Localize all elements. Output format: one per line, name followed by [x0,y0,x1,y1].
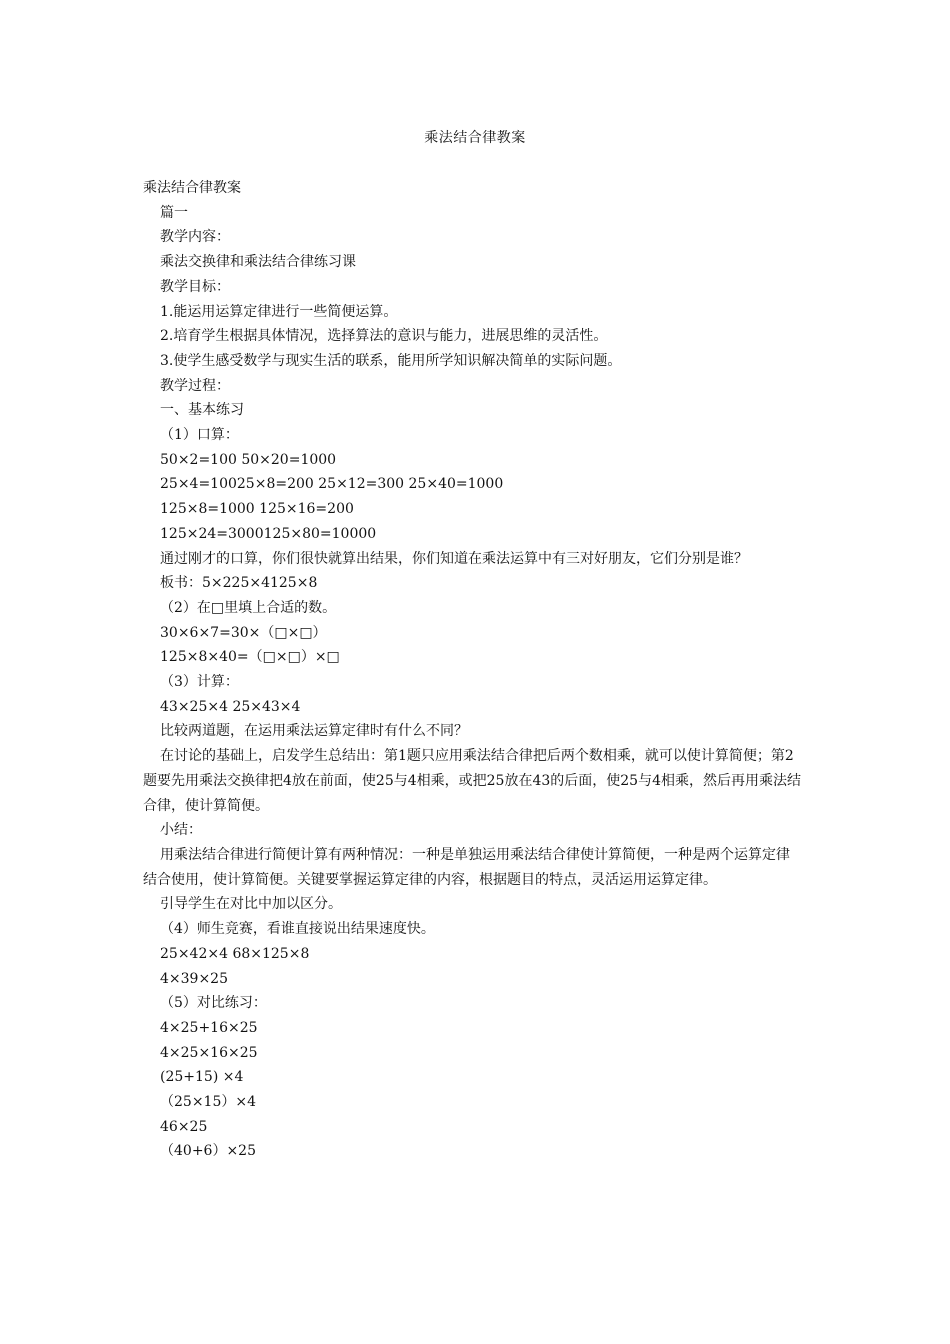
paragraph: 教学目标： [160,278,230,295]
paragraph: 用乘法结合律进行简便计算有两种情况：一种是单独运用乘法结合律使计算简便，一种是两个运算定律结合使用，使计算简便。关键要掌握运算定律的内容，根据题目的特点，灵活运用运算定律。 [143,846,790,888]
paragraph: （40+6）×25 [160,1143,256,1160]
paragraph: 比较两道题，在运用乘法运算定律时有什么不同？ [160,723,468,740]
paragraph: 教学内容： [160,229,230,246]
paragraph: 1.能运用运算定律进行一些简便运算。 [160,303,398,320]
paragraph: 30×6×7=30×（□×□） [160,624,327,641]
paragraph: 125×24=3000125×80=10000 [160,525,377,542]
paragraph: 引导学生在对比中加以区分。 [160,896,342,913]
paragraph: 板书：5×225×4125×8 [160,575,318,592]
paragraph: 4×39×25 [160,970,228,987]
section-heading: 乘法结合律教案 [143,180,241,196]
paragraph: 46×25 [160,1118,208,1135]
paragraph: （1）口算： [160,427,239,444]
paragraph: 125×8=1000 125×16=200 [160,501,354,518]
paragraph: 小结： [160,822,202,839]
paragraph: 在讨论的基础上，启发学生总结出：第1题只应用乘法结合律把后两个数相乘，就可以使计算简便；第2题要先用乘法交换律把4放在前面，使25与4相乘，或把25放在43的后面，使25与4相乘，然后再用乘法结合律，使计算简便。 [143,748,801,814]
paragraph: 25×42×4 68×125×8 [160,945,310,962]
paragraph: 3.使学生感受数学与现实生活的联系，能用所学知识解决简单的实际问题。 [160,352,622,369]
paragraph: （5）对比练习： [160,995,267,1012]
paragraph: 通过刚才的口算，你们很快就算出结果，你们知道在乘法运算中有三对好朋友，它们分别是谁？ [160,550,748,567]
paragraph: 乘法交换律和乘法结合律练习课 [160,254,356,271]
paragraph: 25×4=10025×8=200 25×12=300 25×40=1000 [160,476,504,493]
paragraph: (25+15) ×4 [160,1069,244,1086]
paragraph: 教学过程： [160,377,230,394]
paragraph: 篇一 [160,204,188,221]
paragraph: 4×25+16×25 [160,1019,258,1036]
paragraph: 4×25×16×25 [160,1044,258,1061]
paragraph: （3）计算： [160,674,239,691]
document-title: 乘法结合律教案 [424,130,526,146]
paragraph: 125×8×40=（□×□）×□ [160,649,340,666]
paragraph: 2.培育学生根据具体情况，选择算法的意识与能力，进展思维的灵活性。 [160,328,608,345]
document-body [143,176,803,1164]
paragraph: （4）师生竞赛，看谁直接说出结果速度快。 [160,921,435,938]
paragraph: 一、基本练习 [160,402,244,419]
paragraph: 43×25×4 25×43×4 [160,698,301,715]
paragraph: （2）在□里填上合适的数。 [160,599,337,616]
paragraph: 50×2=100 50×20=1000 [160,451,337,468]
paragraph: （25×15）×4 [160,1094,256,1111]
